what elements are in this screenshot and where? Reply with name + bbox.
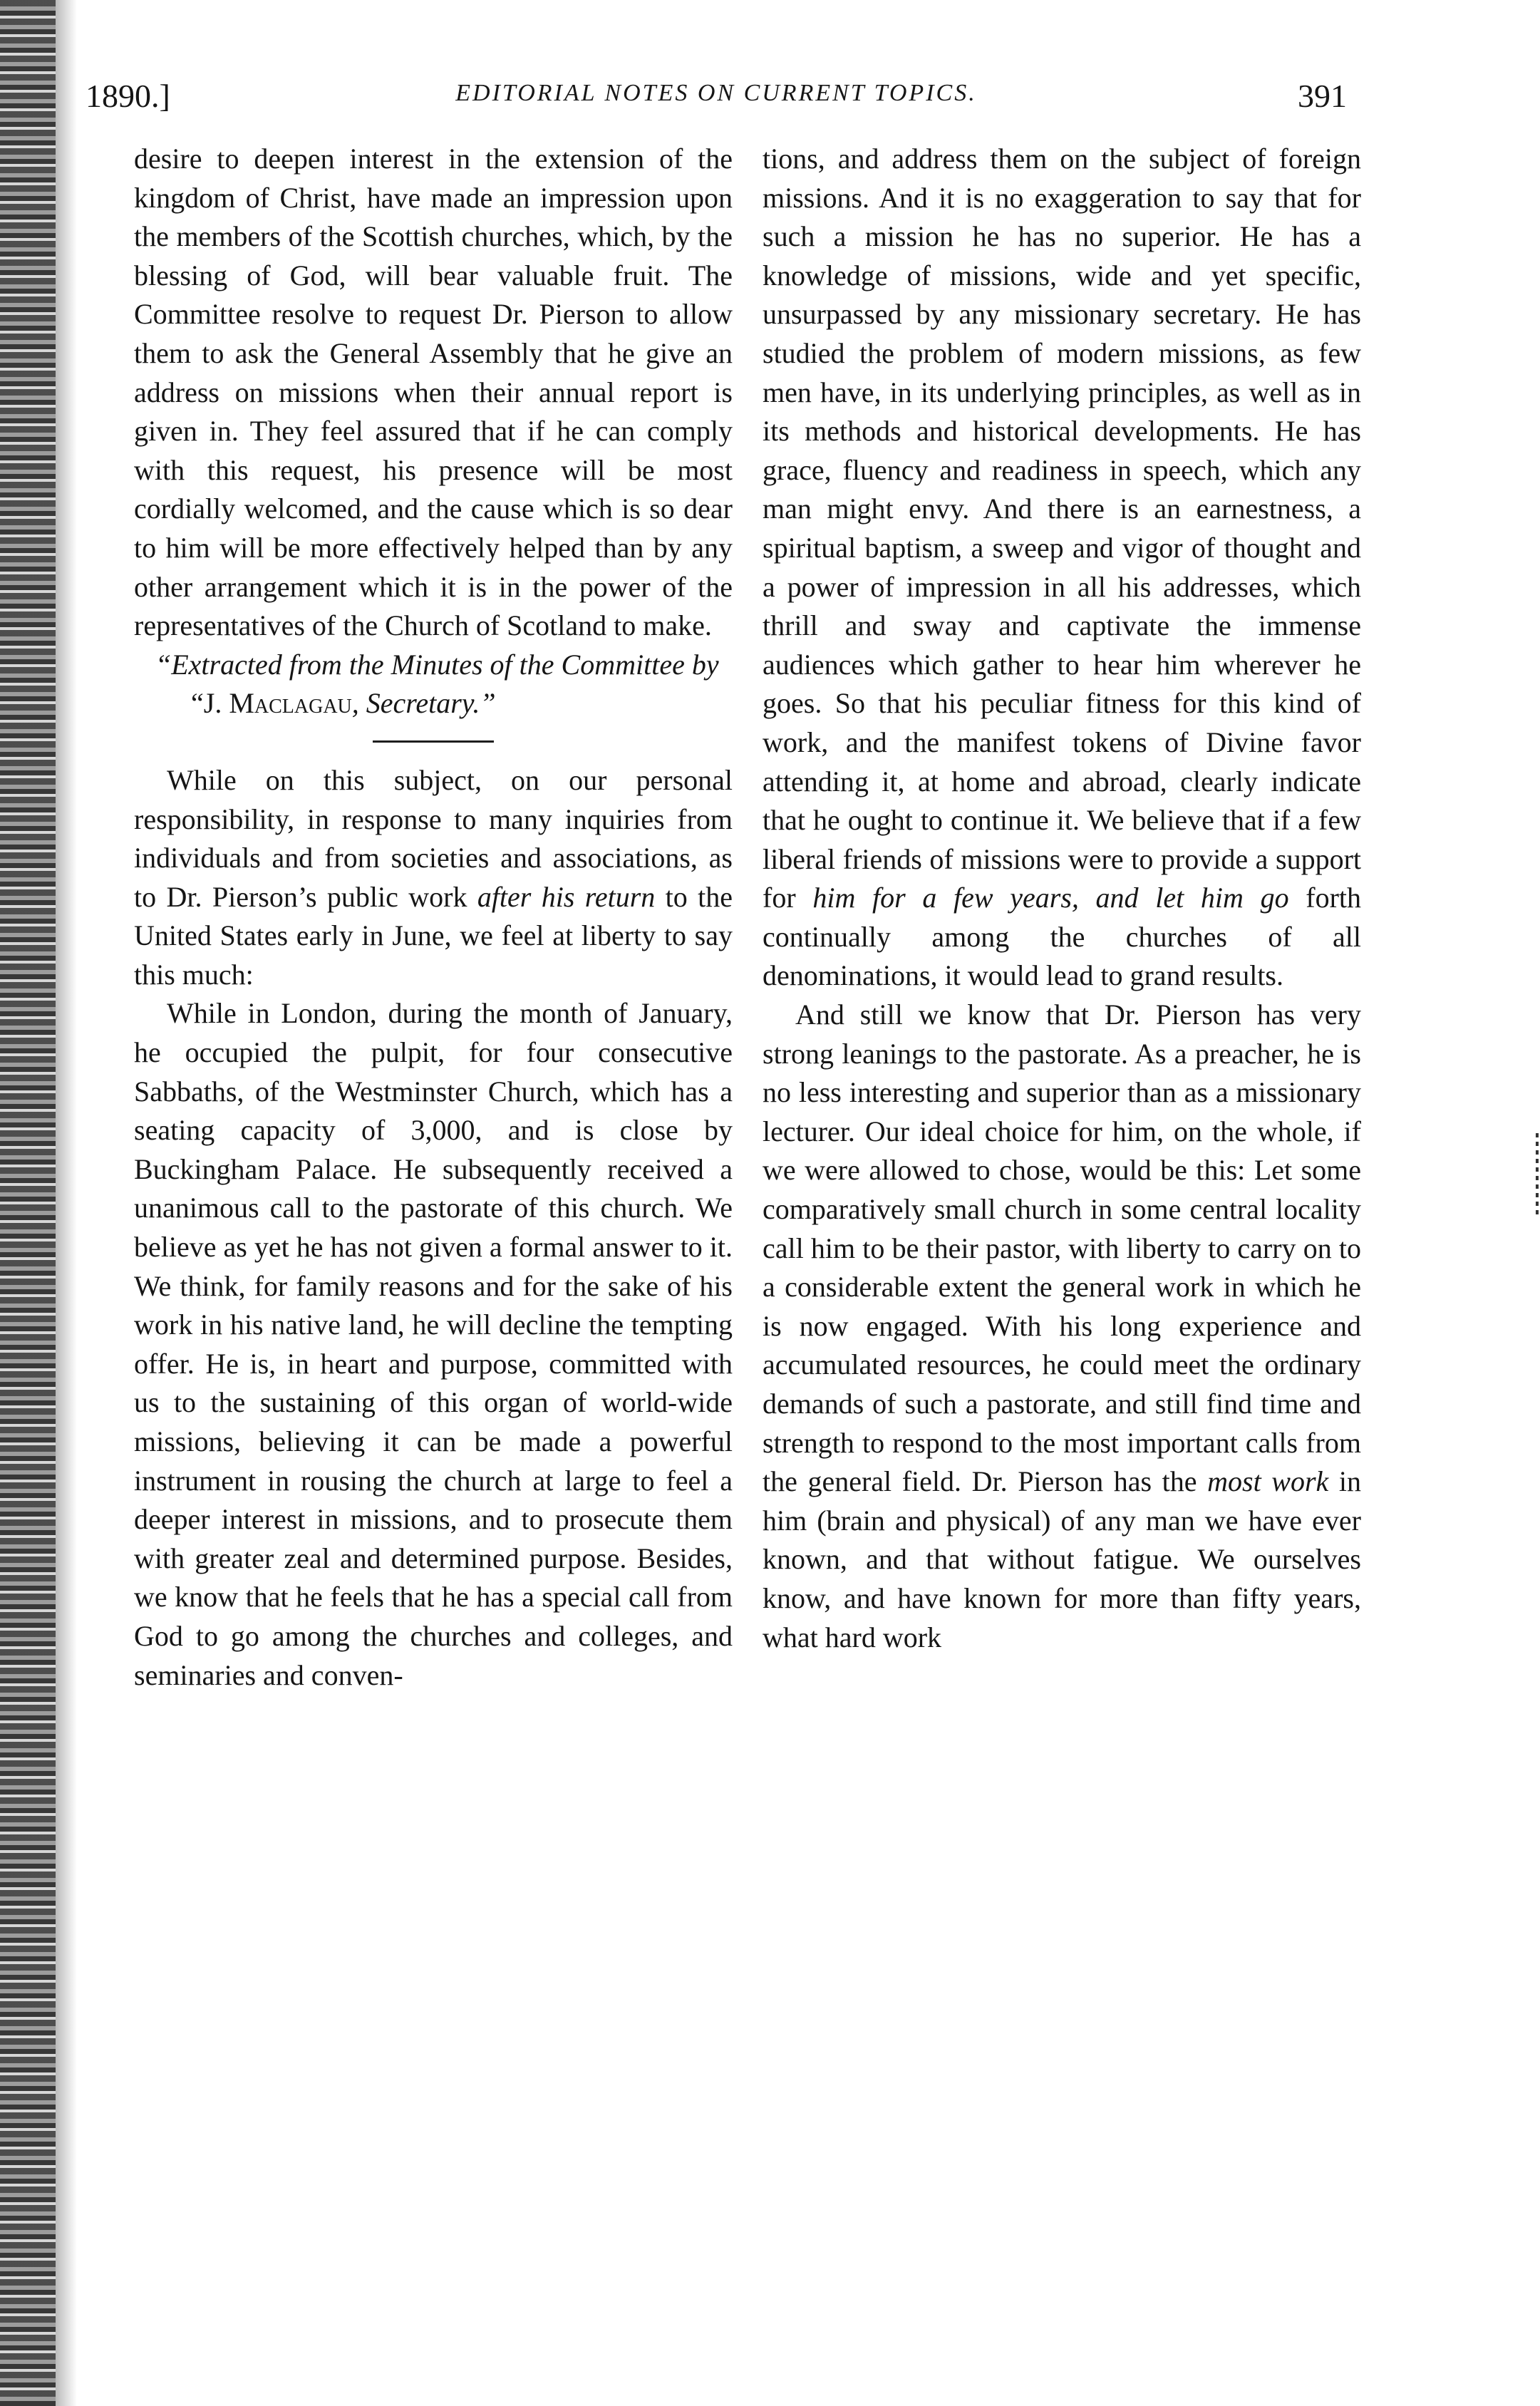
london-pulpit-paragraph: While in London, during the month of January, he occupied the pulpit, for four consecutive Sabbaths, of the Westminster Church, which has a seating capacity of 3,000, and is close by Buckingham Palace. He subsequently received a unanimous call to the pastorate of this church. We believe as yet he has not given a formal answer to it. We think, for family reasons and for the sake of his work in his native land, he will decline the tempting offer. He is, in heart and purpose, committed with us to the sustaining of this organ of world-wide missions, believing it can be made a powerful instrument in rousing the church at large to feel a deeper interest in missions, and to prosecute them with greater zeal and determined purpose. Besides, we know that he feels that he has a special call from God to go among the churches and colleges, and seminaries and conven-: [134, 997, 733, 1691]
secretary-title: , Secretary.”: [351, 687, 496, 720]
missions-qualification-paragraph: [763, 140, 1361, 996]
responsibility-paragraph: [134, 761, 733, 995]
pastorate-paragraph: [763, 996, 1361, 1657]
secretary-signature: [134, 684, 733, 723]
running-title: EDITORIAL NOTES ON CURRENT TOPICS.: [455, 80, 977, 106]
minutes-extract-attribution: “Extracted from the Minutes of the Committee by: [155, 648, 719, 681]
page-number: 391: [1298, 78, 1347, 114]
binding-shadow: [56, 0, 77, 2406]
signature-open: “J.: [191, 687, 229, 720]
page-header: [86, 77, 1347, 120]
committee-minutes-paragraph: desire to deepen interest in the extension of the kingdom of Christ, have made an impression upon the members of the Scottish churches, which, by the blessing of God, will bear valuable fruit. The Committee resolve to request Dr. Pierson to allow them to ask the General Assembly that he give an address on missions when their annual report is given in. They feel assured that if he can comply with this request, his presence will be most cordially welcomed, and the cause which is so dear to him will be more effectively helped than by any other arrangement which it is in the power of the representatives of the Church of Scotland to make.: [134, 143, 733, 642]
responsibility-italic: after his return: [477, 880, 656, 913]
pastorate-text-b: in him (brain and physical) of any man we have ever known, and that without fatigue. We ourselves know, and have known for more than fifty years, what hard work: [763, 1465, 1361, 1653]
qualification-text-b: forth continually among the churches of all denominations, it would lead to grand results.: [763, 882, 1362, 992]
scanned-binding-edge: [0, 0, 56, 2406]
margin-scan-artifact: [1536, 1133, 1539, 1215]
header-year: 1890.]: [86, 78, 170, 114]
left-column: [134, 140, 733, 1695]
pastorate-italic: most work: [1207, 1465, 1329, 1498]
section-divider-rule: [373, 740, 494, 743]
secretary-name: Maclagau: [229, 687, 352, 720]
responsibility-text-a: While on this subject, on our personal responsibility, in response to many inquiries from individuals and from societies and associations, as to Dr. Pierson’s public work: [134, 763, 733, 913]
right-column: [763, 140, 1361, 1657]
pastorate-text-a: And still we know that Dr. Pierson has very strong leanings to the pastorate. As a preacher, he is no less interesting and superior than as a missionary lecturer. Our ideal choice for him, on the whole, if we were allowed to chose, would be this: Let some comparatively small church in some central locality call him to be their pastor, with liberty to carry on to a considerable extent the general work in which he is now engaged. With his long experience and accumulated resources, he could meet the ordinary demands of such a pastorate, and still find time and strength to respond to the most important calls from the general field. Dr. Pierson has the: [763, 998, 1361, 1498]
qualification-text-a: tions, and address them on the subject of foreign missions. And it is no exaggeration to say that for such a mission he has no superior. He has a knowledge of missions, wide and yet specific, unsurpassed by any missionary secretary. He has studied the problem of modern missions, as few men have, in its underlying principles, as well as in its methods and historical developments. He has grace, fluency and readiness in speech, which any man might envy. And there is an earnestness, a spiritual baptism, a sweep and vigor of thought and a power of impression in all his addresses, which thrill and sway and captivate the immense audiences which gather to hear him wherever he goes. So that his peculiar fitness for this kind of work, and the manifest tokens of Divine favor attending it, at home and abroad, clearly indicate that he ought to continue it. We believe that if a few liberal friends of missions were to provide a support for: [763, 143, 1361, 914]
responsibility-text-b: to the United States early in June, we feel at liberty to say this much:: [134, 880, 733, 991]
qualification-italic: him for a few years, and let him go: [812, 882, 1289, 914]
